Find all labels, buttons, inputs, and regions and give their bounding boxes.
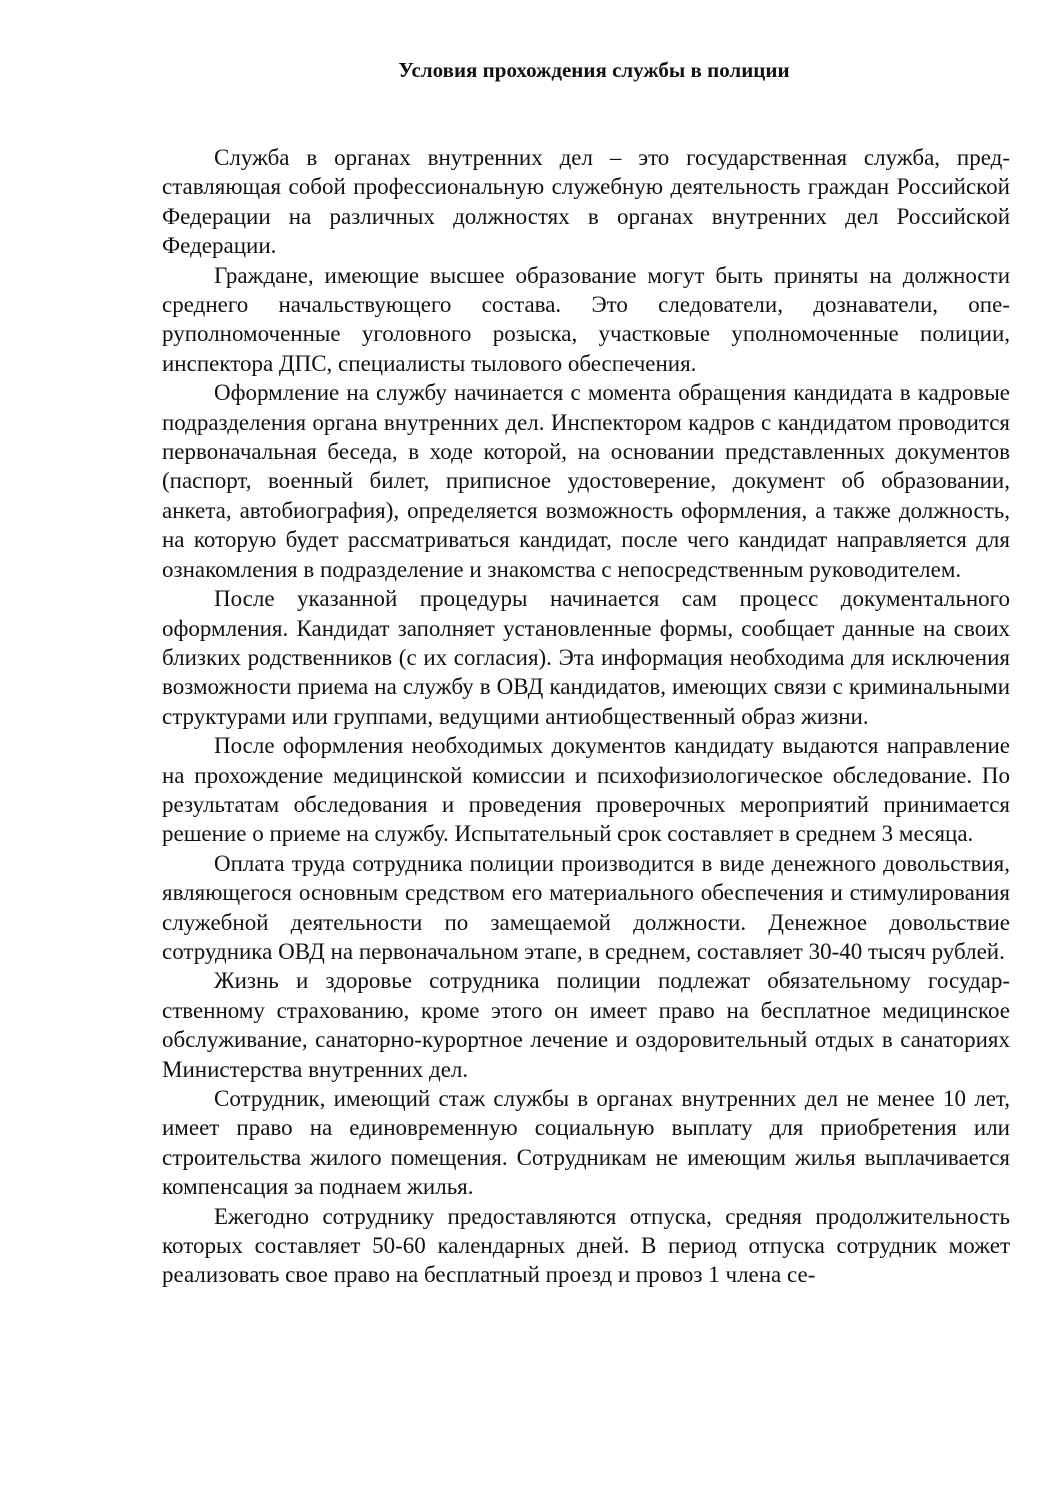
paragraph-insurance: Жизнь и здоровье сотрудника полиции подлежат обязательному государственному страхованию, кроме этого он имеет право на бесплатное медицинское обслуживание, санаторно-курортное лечение и оздоровительный отдых в санаториях Министерства внутренних дел.	[162, 968, 1010, 1082]
paragraph-service-definition: Служба в органах внутренних дел – это государственная служба, представляющая собой профессиональную служебную деятельность граждан Российской Федерации на различных должностях в органах внутренних дел Российской Федерации.	[162, 145, 1010, 259]
paragraph-documentation: После указанной процедуры начинается сам процесс документального оформления. Кандидат заполняет установленные формы, сообщает данные на своих близких родственников (с их согласия). Эта информация необходима для исключения возможности приема на службу в ОВД кандидатов, имеющих связи с криминальными структурами или группами, ведущими антиобщественный образ жизни.	[162, 586, 1010, 729]
paragraph-housing: Сотрудник, имеющий стаж службы в органах внутренних дел не менее 10 лет, имеет право на единовременную социальную выплату для приобретения или строительства жилого помещения. Сотрудникам не имеющим жилья выплачивается компенсация за поднаем жилья.	[162, 1086, 1010, 1200]
paragraph-positions: Граждане, имеющие высшее образование могут быть приняты на должности среднего начальствующего состава. Это следователи, дознаватели, оперуполномоченные уголовного розыска, участковые уполномоченные полиции, инспектора ДПС, специалисты тылового обеспечения.	[162, 262, 1010, 376]
paragraph-medical-check: После оформления необходимых документов кандидату выдаются направление на прохождение медицинской комиссии и психофизиологическое обследование. По результатам обследования и проведения проверочных мероприятий принимается решение о приеме на службу. Испытательный срок составляет в среднем 3 месяца.	[162, 733, 1010, 847]
paragraph-salary: Оплата труда сотрудника полиции производится в виде денежного довольствия, являющегося основным средством его материального обеспечения и стимулирования служебной деятельности по замещаемой должности. Денежное довольствие сотрудника ОВД на первоначальном этапе, в среднем, составляет 30-40 тысяч рублей.	[162, 850, 1010, 964]
paragraph-enrollment: Оформление на службу начинается с момента обращения кандидата в кадровые подразделения органа внутренних дел. Инспектором кадров с кандидатом проводится первоначальная беседа, в ходе которой, на основании представленных документов (паспорт, военный билет, приписное удостоверение, документ об образовании, анкета, автобиография), определяется возможность оформления, а также должность, на которую будет рассматриваться кандидат, после чего кандидат направляется для ознакомления в подразделение и знакомства с непосредственным руководителем.	[162, 380, 1010, 582]
page-title: Условия прохождения службы в полиции	[398, 58, 790, 82]
paragraph-vacation: Ежегодно сотруднику предоставляются отпуска, средняя продолжительность которых составляет 50-60 календарных дней. В период отпуска сотрудник может реализовать свое право на бесплатный проезд и провоз 1 члена се-	[162, 1203, 1010, 1288]
document-body	[162, 143, 1010, 1290]
